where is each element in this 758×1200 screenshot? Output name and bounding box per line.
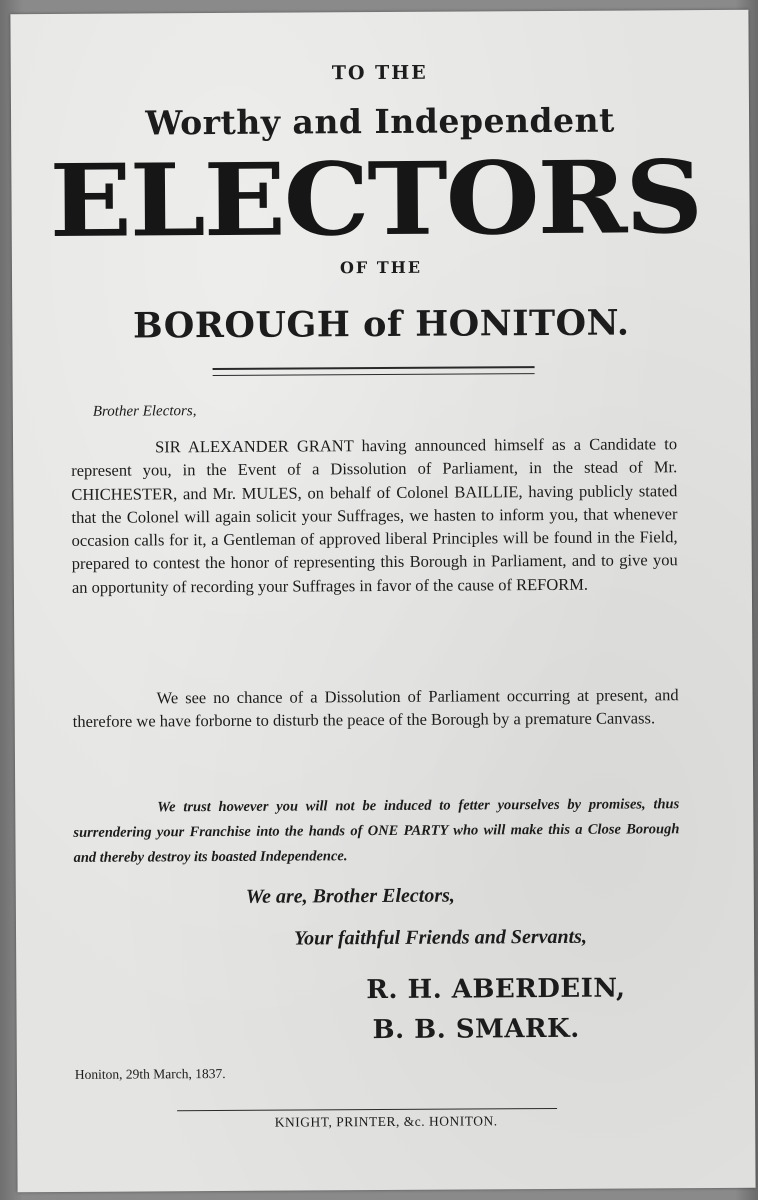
- body-paragraph-1: SIR ALEXANDER GRANT having announced himself as a Candidate to represent you, in the Event of a Dissolution of Parliament, in the stead of Mr. CHICHESTER, and Mr. MULES, on behalf of Colonel BAILLIE, having publicly stated that the Colonel will again solicit your Suffrages, we hasten to inform you, that whenever occasion calls for it, a Gentleman of approved liberal Principles will be found in the Field, prepared to contest the honor of representing this Borough in Parliament, and to give you an opportunity of recording your Suffrages in favor of the cause of REFORM.: [71, 434, 678, 597]
- printer-imprint: KNIGHT, PRINTER, &c. HONITON.: [274, 1113, 498, 1130]
- closing-line-2: Your faithful Friends and Servants,: [293, 925, 587, 950]
- printer-rule: [177, 1108, 557, 1111]
- heading-to-the: TO THE: [331, 61, 428, 85]
- dateline: Honiton, 29th March, 1837.: [74, 1065, 226, 1082]
- salutation: Brother Electors,: [92, 403, 197, 420]
- signatory-2: B. B. SMARK.: [372, 1013, 580, 1046]
- poster-sheet: [10, 10, 755, 1192]
- body-paragraph-3: We trust however you will not be induced to fetter yourselves by promises, thus surrendering your Franchise into the hands of ONE PARTY who will make this a Close Borough and thereby destroy its boasted Independence.: [73, 796, 680, 866]
- heading-of-the: OF THE: [339, 257, 423, 278]
- body-paragraph-2: We see no chance of a Dissolution of Parliament occurring at present, and therefore we have forborne to disturb the peace of the Borough by a premature Canvass.: [72, 685, 679, 732]
- signatory-1: R. H. ABERDEIN,: [366, 973, 626, 1006]
- heading-borough-of-honiton: BOROUGH of HONITON.: [132, 302, 630, 347]
- closing-line-1: We are, Brother Electors,: [245, 884, 455, 908]
- heading-electors: ELECTORS: [49, 138, 702, 261]
- heading-worthy-independent: Worthy and Independent: [145, 100, 615, 143]
- double-rule-divider: [213, 366, 535, 376]
